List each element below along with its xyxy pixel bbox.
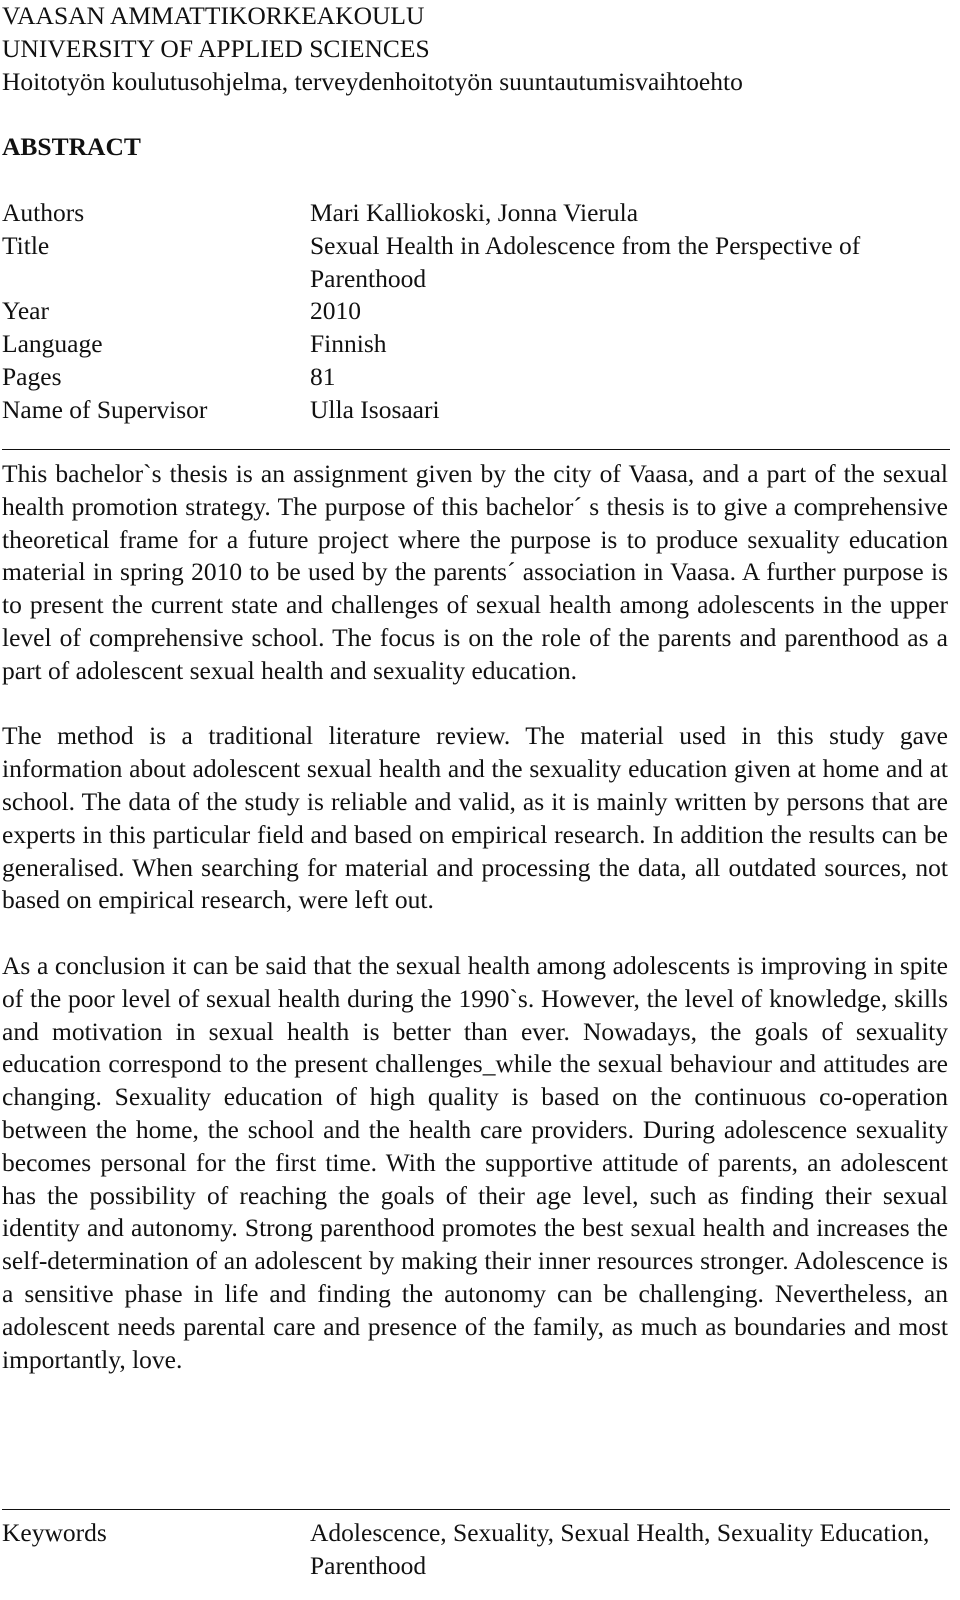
abstract-paragraph-2: The method is a traditional literature review. The material used in this study gave information about adolescent sexual health and the sexuality education given at home and at school. The data of the study is reliable and valid, as it is mainly written by persons that are experts in this particular field and based on empirical research. In addition the results can be generalised. When searching for material and processing the data, all outdated sources, not based on empirical research, were left out.	[2, 721, 948, 915]
supervisor-value: Ulla Isosaari	[310, 394, 440, 424]
divider-top	[2, 449, 950, 450]
title-row	[2, 230, 950, 296]
degree-programme: Hoitotyön koulutusohjelma, terveydenhoitotyön suuntautumisvaihtoehto	[2, 66, 743, 96]
divider-bottom	[2, 1509, 950, 1510]
supervisor-label: Name of Supervisor	[2, 394, 208, 424]
pages-value: 81	[310, 361, 336, 391]
abstract-heading: ABSTRACT	[2, 132, 141, 161]
thesis-metadata	[2, 197, 950, 427]
year-row	[2, 295, 950, 328]
abstract-body	[2, 458, 948, 1409]
year-value: 2010	[310, 296, 361, 326]
supervisor-row	[2, 394, 950, 427]
pages-row	[2, 361, 950, 394]
language-label: Language	[2, 329, 103, 359]
authors-value: Mari Kalliokoski, Jonna Vierula	[310, 198, 639, 227]
keywords-value: Adolescence, Sexuality, Sexual Health, Sexuality Education, Parenthood	[310, 1518, 930, 1580]
keywords-label: Keywords	[2, 1518, 107, 1547]
title-label: Title	[2, 230, 50, 260]
keywords-row	[2, 1517, 950, 1583]
language-value: Finnish	[310, 329, 387, 359]
abstract-paragraph-3: As a conclusion it can be said that the sexual health among adolescents is improving in spite of the poor level of sexual health during the 1990`s. However, the level of knowledge, skills and motivation in sexual health is better than ever. Nowadays, the goals of sexuality education correspond to the present challenges_while the sexual behaviour and attitudes are changing. Sexuality education of high quality is based on the continuous co-operation between the home, the school and the health care providers. During adolescence sexuality becomes personal for the first time. With the supportive attitude of parents, an adolescent has the possibility of reaching the goals of their age level, such as finding their sexual identity and autonomy. Strong parenthood promotes the best sexual health and increases the self-determination of an adolescent by making their inner resources stronger. Adolescence is a sensitive phase in life and finding the autonomy can be challenging. Nevertheless, an adolescent needs parental care and presence of the family, as much as boundaries and most importantly, love.	[2, 950, 948, 1374]
institution-header	[2, 0, 743, 98]
language-row	[2, 328, 950, 361]
abstract-paragraph-1: This bachelor`s thesis is an assignment given by the city of Vaasa, and a part of the sexual health promotion strategy. The purpose of this bachelor´ s thesis is to give a comprehensive theoretical frame for a future project where the purpose is to produce sexuality education material in spring 2010 to be used by the parents´ association in Vaasa. A further purpose is to present the current state and challenges of sexual health among adolescents in the upper level of comprehensive school. The focus is on the role of the parents and parenthood as a part of adolescent sexual health and sexuality education.	[2, 459, 948, 685]
authors-label: Authors	[2, 198, 85, 227]
institution-name-english: UNIVERSITY OF APPLIED SCIENCES	[2, 33, 430, 63]
title-value: Sexual Health in Adolescence from the Perspective of Parenthood	[310, 230, 861, 293]
institution-name: VAASAN AMMATTIKORKEAKOULU	[2, 1, 425, 30]
year-label: Year	[2, 296, 49, 326]
pages-label: Pages	[2, 361, 62, 391]
authors-row	[2, 197, 950, 230]
